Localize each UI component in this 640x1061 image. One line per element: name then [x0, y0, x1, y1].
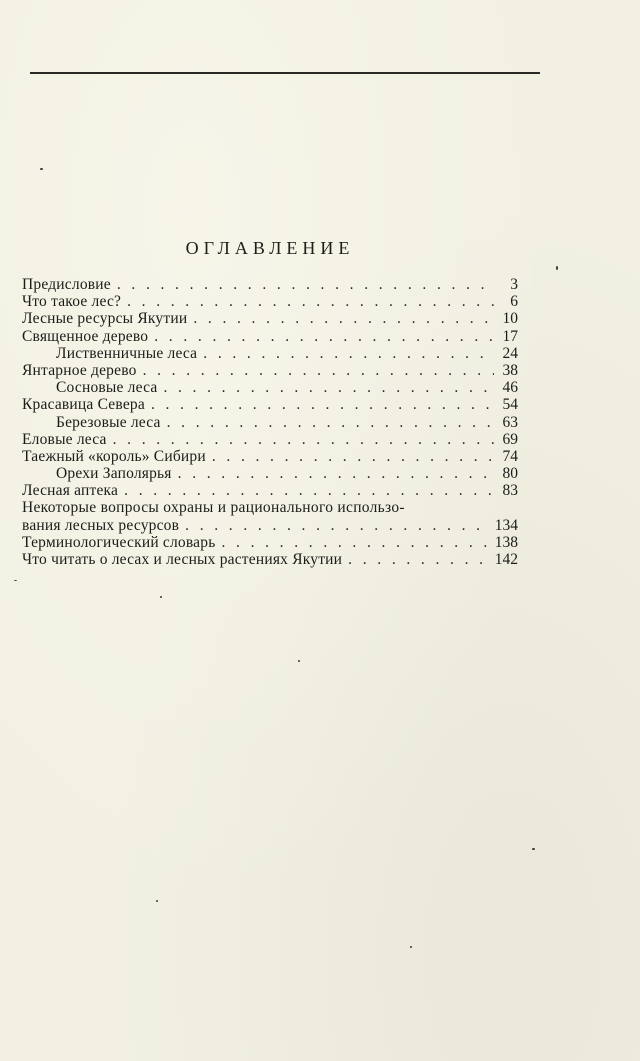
toc-entry — [22, 362, 518, 379]
toc-entry-page-number: 10 — [502, 310, 518, 328]
dot-leader — [348, 551, 491, 568]
toc-entry-title: Янтарное дерево — [22, 361, 137, 379]
toc-entry-page-number: 74 — [502, 447, 518, 465]
toc-entry — [22, 293, 518, 310]
toc-entry-page-number: 63 — [502, 413, 518, 431]
toc-entry-title: Лиственничные леса — [56, 344, 198, 362]
toc-entry-page-number: 69 — [502, 430, 518, 448]
print-speck — [556, 266, 558, 270]
toc-entry-title: Лесная аптека — [22, 482, 119, 500]
dot-leader — [117, 276, 494, 293]
toc-entry — [22, 465, 518, 482]
toc-entry-page-number: 6 — [510, 293, 518, 311]
toc-entry-title: Таежный «король» Сибири — [22, 447, 206, 465]
toc-entry-title: Что читать о лесах и лесных растениях Якутии — [22, 551, 343, 568]
toc-entry — [22, 345, 518, 362]
toc-entry-page-number: 134 — [494, 516, 518, 534]
dot-leader — [151, 396, 494, 413]
toc-entry-title: Еловые леса — [22, 430, 107, 448]
toc-entry — [22, 534, 518, 551]
print-speck — [532, 848, 535, 850]
toc-entry — [22, 448, 518, 465]
table-of-contents — [22, 276, 518, 568]
toc-entry-title: Некоторые вопросы охраны и рационального использо- — [22, 499, 405, 517]
dot-leader — [163, 379, 494, 396]
toc-heading: ОГЛАВЛЕНИЕ — [185, 238, 355, 258]
toc-entry-page-number: 83 — [502, 482, 518, 500]
dot-leader — [154, 328, 494, 345]
print-speck — [14, 580, 17, 581]
dot-leader — [185, 517, 491, 534]
toc-entry-title: Что такое лес? — [22, 293, 122, 311]
dot-leader — [178, 465, 494, 482]
toc-entry — [22, 310, 518, 327]
print-speck — [410, 946, 412, 948]
toc-entry — [22, 482, 518, 499]
toc-entry-title: Березовые леса — [56, 413, 161, 431]
toc-entry-title: вания лесных ресурсов — [22, 516, 180, 534]
print-speck — [298, 660, 300, 662]
dot-leader — [113, 431, 494, 448]
toc-entry-page-number: 38 — [502, 361, 518, 379]
toc-entry-page-number: 138 — [494, 533, 518, 551]
dot-leader — [143, 362, 494, 379]
toc-entry-page-number: 46 — [502, 379, 518, 397]
dot-leader — [127, 293, 494, 310]
dot-leader — [212, 448, 494, 465]
toc-entry-title: Лесные ресурсы Якутии — [22, 310, 188, 328]
toc-entry-title: Красавица Севера — [22, 396, 145, 414]
dot-leader — [193, 310, 494, 327]
toc-entry — [22, 328, 518, 345]
toc-entry-title: Терминологический словарь — [22, 533, 216, 551]
toc-entry-title: Сосновые леса — [56, 379, 158, 397]
toc-entry-page-number: 17 — [502, 327, 518, 345]
toc-entry-page-number: 3 — [510, 276, 518, 293]
toc-entry-page-number: 54 — [502, 396, 518, 414]
toc-entry — [22, 431, 518, 448]
dot-leader — [167, 414, 494, 431]
toc-entry — [22, 396, 518, 413]
toc-entry — [22, 414, 518, 431]
dot-leader — [221, 534, 490, 551]
toc-entry-title: Предисловие — [22, 276, 111, 293]
dot-leader — [124, 482, 494, 499]
toc-entry-title: Орехи Заполярья — [56, 465, 172, 483]
toc-entry — [22, 379, 518, 396]
top-rule — [30, 72, 540, 74]
print-speck — [156, 900, 158, 902]
toc-entry-title: Священное дерево — [22, 327, 149, 345]
toc-entry-page-number: 142 — [494, 551, 518, 568]
toc-entry-page-number: 24 — [502, 344, 518, 362]
print-speck — [40, 168, 43, 170]
toc-entry — [22, 551, 518, 568]
toc-entry — [22, 499, 518, 516]
print-speck — [160, 596, 162, 598]
toc-entry — [22, 517, 518, 534]
toc-entry — [22, 276, 518, 293]
dot-leader — [203, 345, 494, 362]
toc-entry-page-number: 80 — [502, 465, 518, 483]
